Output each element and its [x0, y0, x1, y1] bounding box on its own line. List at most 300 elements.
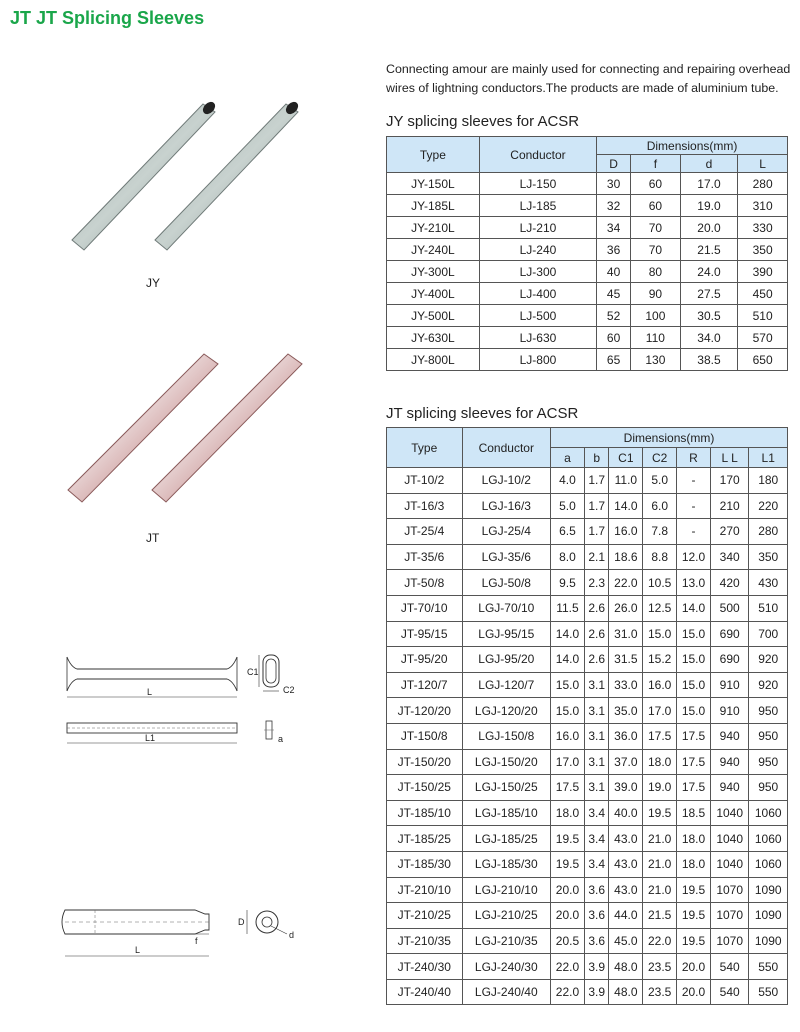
table-cell: 12.0: [677, 544, 711, 570]
table-cell: LGJ-185/30: [462, 851, 551, 877]
table-cell: 21.5: [680, 239, 738, 261]
table-cell: 3.6: [584, 877, 609, 903]
table-cell: 310: [738, 195, 788, 217]
table-cell: JY-800L: [387, 349, 480, 371]
table-row: [387, 173, 788, 195]
table-cell: 19.5: [551, 851, 585, 877]
table-cell: LJ-150: [479, 173, 596, 195]
table-cell: 550: [749, 954, 788, 980]
jy-header-col: d: [680, 155, 738, 173]
table-cell: LGJ-150/25: [462, 775, 551, 801]
drawing-l1-label: L1: [145, 733, 156, 743]
table-cell: 1070: [710, 903, 748, 929]
jt-dimension-drawing: [55, 645, 315, 755]
table-cell: 1090: [749, 877, 788, 903]
table-cell: 14.0: [551, 647, 585, 673]
drawing-c2-label: C2: [283, 685, 295, 695]
table-cell: 14.0: [677, 595, 711, 621]
table-cell: 45.0: [609, 928, 643, 954]
table-cell: 330: [738, 217, 788, 239]
table-cell: 70: [631, 239, 681, 261]
table-cell: JT-120/7: [387, 672, 463, 698]
table-cell: 700: [749, 621, 788, 647]
jt-header-col: L1: [749, 448, 788, 468]
table-cell: 1.7: [584, 493, 609, 519]
table-row: [387, 519, 788, 545]
drawing-l-label: L: [147, 687, 153, 697]
table-cell: 19.5: [677, 903, 711, 929]
table-cell: 450: [738, 283, 788, 305]
table-cell: 20.0: [677, 979, 711, 1005]
table-cell: JT-70/10: [387, 595, 463, 621]
table-cell: 60: [597, 327, 631, 349]
table-cell: 1090: [749, 928, 788, 954]
table-cell: LGJ-16/3: [462, 493, 551, 519]
jt-header-col: C2: [643, 448, 677, 468]
table-row: [387, 283, 788, 305]
table-cell: LGJ-240/40: [462, 979, 551, 1005]
table-cell: JT-120/20: [387, 698, 463, 724]
table-cell: 18.6: [609, 544, 643, 570]
table-cell: 15.0: [551, 698, 585, 724]
table-row: [387, 195, 788, 217]
table-cell: 16.0: [643, 672, 677, 698]
table-cell: 48.0: [609, 954, 643, 980]
table-cell: LGJ-120/7: [462, 672, 551, 698]
drawing-d-lower-label: d: [289, 930, 295, 940]
jy-dimension-drawing: [55, 900, 315, 970]
table-cell: JT-210/25: [387, 903, 463, 929]
table-cell: 90: [631, 283, 681, 305]
table-cell: 3.4: [584, 826, 609, 852]
table-cell: 270: [710, 519, 748, 545]
table-cell: 350: [749, 544, 788, 570]
table-cell: 7.8: [643, 519, 677, 545]
table-cell: 2.6: [584, 595, 609, 621]
table-cell: 70: [631, 217, 681, 239]
table-cell: JT-150/20: [387, 749, 463, 775]
table-cell: 22.0: [643, 928, 677, 954]
table-cell: LJ-185: [479, 195, 596, 217]
table-cell: 38.5: [680, 349, 738, 371]
table-row: [387, 851, 788, 877]
jt-header-col: b: [584, 448, 609, 468]
table-cell: 15.0: [677, 698, 711, 724]
table-cell: 18.0: [643, 749, 677, 775]
table-cell: 510: [738, 305, 788, 327]
table-cell: 910: [710, 672, 748, 698]
jy-section-title: JY splicing sleeves for ACSR: [386, 113, 580, 130]
table-cell: LGJ-150/8: [462, 723, 551, 749]
table-cell: 5.0: [643, 468, 677, 494]
jy-header-col: D: [597, 155, 631, 173]
table-cell: 17.5: [677, 775, 711, 801]
table-cell: 1070: [710, 877, 748, 903]
table-cell: 940: [710, 749, 748, 775]
table-cell: 31.0: [609, 621, 643, 647]
table-cell: 210: [710, 493, 748, 519]
table-cell: 5.0: [551, 493, 585, 519]
table-cell: 21.0: [643, 877, 677, 903]
jy-header-type: Type: [387, 137, 480, 173]
table-cell: 420: [710, 570, 748, 596]
table-cell: 15.0: [551, 672, 585, 698]
table-cell: JT-240/40: [387, 979, 463, 1005]
table-cell: 33.0: [609, 672, 643, 698]
table-cell: 30: [597, 173, 631, 195]
table-row: [387, 979, 788, 1005]
drawing-jy-l-label: L: [135, 945, 141, 955]
table-cell: LGJ-210/10: [462, 877, 551, 903]
table-cell: JY-500L: [387, 305, 480, 327]
table-cell: LGJ-240/30: [462, 954, 551, 980]
table-cell: 31.5: [609, 647, 643, 673]
table-cell: JT-25/4: [387, 519, 463, 545]
table-row: [387, 672, 788, 698]
table-cell: LGJ-10/2: [462, 468, 551, 494]
table-cell: 22.0: [551, 954, 585, 980]
table-cell: 3.1: [584, 723, 609, 749]
table-cell: 180: [749, 468, 788, 494]
table-cell: 510: [749, 595, 788, 621]
table-cell: 19.5: [677, 877, 711, 903]
table-cell: 1060: [749, 800, 788, 826]
table-cell: 17.5: [677, 749, 711, 775]
jt-header-col: L L: [710, 448, 748, 468]
jt-header-type: Type: [387, 428, 463, 468]
table-cell: 4.0: [551, 468, 585, 494]
table-row: [387, 877, 788, 903]
table-cell: 20.0: [677, 954, 711, 980]
table-cell: 11.5: [551, 595, 585, 621]
table-cell: 390: [738, 261, 788, 283]
table-cell: 170: [710, 468, 748, 494]
table-cell: 37.0: [609, 749, 643, 775]
table-cell: 550: [749, 979, 788, 1005]
table-cell: 12.5: [643, 595, 677, 621]
table-cell: 26.0: [609, 595, 643, 621]
table-cell: 19.0: [680, 195, 738, 217]
table-cell: JT-35/6: [387, 544, 463, 570]
jy-sleeve-photo: [60, 100, 320, 260]
table-cell: 39.0: [609, 775, 643, 801]
jy-header-col: L: [738, 155, 788, 173]
table-cell: 11.0: [609, 468, 643, 494]
table-cell: 30.5: [680, 305, 738, 327]
table-cell: 6.0: [643, 493, 677, 519]
table-cell: 1.7: [584, 468, 609, 494]
table-row: [387, 305, 788, 327]
table-cell: 280: [738, 173, 788, 195]
jt-sleeve-photo: [60, 350, 320, 510]
drawing-c1-label: C1: [247, 667, 259, 677]
table-cell: 10.5: [643, 570, 677, 596]
table-cell: 52: [597, 305, 631, 327]
table-cell: 48.0: [609, 979, 643, 1005]
table-cell: LGJ-95/20: [462, 647, 551, 673]
table-cell: JT-240/30: [387, 954, 463, 980]
table-cell: 6.5: [551, 519, 585, 545]
table-cell: LGJ-50/8: [462, 570, 551, 596]
table-row: [387, 723, 788, 749]
intro-text: Connecting amour are mainly used for connecting and repairing overhead wires of lightning conductors.The products are made of aluminium tube.: [386, 62, 791, 95]
table-cell: 60: [631, 195, 681, 217]
table-cell: JT-185/25: [387, 826, 463, 852]
table-cell: 21.5: [643, 903, 677, 929]
table-cell: LGJ-95/15: [462, 621, 551, 647]
table-cell: JT-150/25: [387, 775, 463, 801]
table-cell: JY-400L: [387, 283, 480, 305]
table-cell: 1040: [710, 851, 748, 877]
table-cell: 920: [749, 672, 788, 698]
table-cell: 3.6: [584, 928, 609, 954]
table-cell: 350: [738, 239, 788, 261]
table-cell: 17.5: [551, 775, 585, 801]
table-cell: 60: [631, 173, 681, 195]
table-cell: 540: [710, 954, 748, 980]
table-cell: 23.5: [643, 979, 677, 1005]
table-cell: LGJ-185/10: [462, 800, 551, 826]
table-cell: 32: [597, 195, 631, 217]
table-cell: 44.0: [609, 903, 643, 929]
table-cell: LJ-630: [479, 327, 596, 349]
table-cell: 22.0: [609, 570, 643, 596]
table-cell: LGJ-35/6: [462, 544, 551, 570]
table-cell: 950: [749, 775, 788, 801]
table-cell: LJ-210: [479, 217, 596, 239]
table-cell: 80: [631, 261, 681, 283]
table-cell: LGJ-185/25: [462, 826, 551, 852]
jt-header-dimensions: Dimensions(mm): [551, 428, 788, 448]
table-cell: 3.1: [584, 749, 609, 775]
table-row: [387, 800, 788, 826]
table-cell: 35.0: [609, 698, 643, 724]
table-cell: 3.4: [584, 800, 609, 826]
table-cell: 540: [710, 979, 748, 1005]
table-cell: 950: [749, 723, 788, 749]
table-cell: LGJ-70/10: [462, 595, 551, 621]
table-cell: 940: [710, 723, 748, 749]
table-cell: 340: [710, 544, 748, 570]
table-cell: 18.0: [551, 800, 585, 826]
table-cell: 1.7: [584, 519, 609, 545]
table-cell: 22.0: [551, 979, 585, 1005]
table-cell: 20.0: [551, 903, 585, 929]
table-cell: 500: [710, 595, 748, 621]
table-row: [387, 698, 788, 724]
table-cell: 2.3: [584, 570, 609, 596]
jt-header-col: C1: [609, 448, 643, 468]
table-cell: 3.6: [584, 903, 609, 929]
table-cell: 23.5: [643, 954, 677, 980]
table-row: [387, 647, 788, 673]
table-cell: 910: [710, 698, 748, 724]
table-row: [387, 826, 788, 852]
table-cell: 920: [749, 647, 788, 673]
table-cell: JY-300L: [387, 261, 480, 283]
table-cell: 19.5: [551, 826, 585, 852]
table-cell: 3.9: [584, 954, 609, 980]
table-cell: -: [677, 493, 711, 519]
table-cell: 3.9: [584, 979, 609, 1005]
table-cell: 8.8: [643, 544, 677, 570]
table-row: [387, 468, 788, 494]
table-cell: 15.2: [643, 647, 677, 673]
table-cell: 19.5: [677, 928, 711, 954]
drawing-d-upper-label: D: [238, 917, 245, 927]
table-cell: 110: [631, 327, 681, 349]
table-cell: 40: [597, 261, 631, 283]
table-cell: 13.0: [677, 570, 711, 596]
table-cell: 15.0: [677, 621, 711, 647]
jy-header-conductor: Conductor: [479, 137, 596, 173]
table-cell: 130: [631, 349, 681, 371]
table-cell: 19.5: [643, 800, 677, 826]
table-cell: LGJ-120/20: [462, 698, 551, 724]
table-cell: 690: [710, 621, 748, 647]
table-row: [387, 954, 788, 980]
table-cell: LJ-800: [479, 349, 596, 371]
table-cell: 15.0: [677, 647, 711, 673]
table-cell: JT-150/8: [387, 723, 463, 749]
table-cell: -: [677, 468, 711, 494]
table-cell: 18.0: [677, 851, 711, 877]
table-cell: 14.0: [609, 493, 643, 519]
table-cell: JT-95/20: [387, 647, 463, 673]
table-cell: 45: [597, 283, 631, 305]
table-cell: 1040: [710, 826, 748, 852]
page-title: JT JT Splicing Sleeves: [10, 8, 205, 28]
table-cell: 950: [749, 698, 788, 724]
table-cell: LJ-240: [479, 239, 596, 261]
table-cell: LGJ-25/4: [462, 519, 551, 545]
table-cell: LJ-500: [479, 305, 596, 327]
table-cell: 1040: [710, 800, 748, 826]
table-cell: 18.5: [677, 800, 711, 826]
table-cell: 16.0: [551, 723, 585, 749]
table-cell: 34.0: [680, 327, 738, 349]
table-cell: 690: [710, 647, 748, 673]
table-cell: 950: [749, 749, 788, 775]
table-cell: 1090: [749, 903, 788, 929]
table-row: [387, 749, 788, 775]
table-cell: JY-240L: [387, 239, 480, 261]
table-cell: 3.1: [584, 672, 609, 698]
table-row: [387, 349, 788, 371]
table-cell: 15.0: [643, 621, 677, 647]
table-row: [387, 903, 788, 929]
table-cell: 650: [738, 349, 788, 371]
table-cell: JT-185/10: [387, 800, 463, 826]
table-cell: 1060: [749, 826, 788, 852]
table-cell: JT-210/10: [387, 877, 463, 903]
table-row: [387, 261, 788, 283]
table-cell: 43.0: [609, 851, 643, 877]
table-cell: 36: [597, 239, 631, 261]
table-cell: LJ-300: [479, 261, 596, 283]
table-cell: 3.1: [584, 698, 609, 724]
jt-header-conductor: Conductor: [462, 428, 551, 468]
table-cell: 430: [749, 570, 788, 596]
table-cell: 2.1: [584, 544, 609, 570]
jt-section-title: JT splicing sleeves for ACSR: [386, 405, 579, 422]
table-cell: JY-150L: [387, 173, 480, 195]
table-cell: 2.6: [584, 647, 609, 673]
table-cell: JY-185L: [387, 195, 480, 217]
table-cell: JT-50/8: [387, 570, 463, 596]
table-cell: 36.0: [609, 723, 643, 749]
table-cell: 34: [597, 217, 631, 239]
jy-image-label: JY: [146, 276, 161, 290]
table-cell: 1060: [749, 851, 788, 877]
table-cell: 18.0: [677, 826, 711, 852]
jy-table: [386, 136, 788, 371]
table-cell: 40.0: [609, 800, 643, 826]
table-cell: 17.5: [643, 723, 677, 749]
drawing-f-label: f: [195, 936, 198, 946]
table-cell: 20.5: [551, 928, 585, 954]
table-cell: 43.0: [609, 877, 643, 903]
table-cell: 24.0: [680, 261, 738, 283]
jt-table: [386, 427, 788, 1005]
table-cell: 17.5: [677, 723, 711, 749]
jy-header-col: f: [631, 155, 681, 173]
table-cell: LGJ-210/25: [462, 903, 551, 929]
table-cell: -: [677, 519, 711, 545]
table-cell: 8.0: [551, 544, 585, 570]
jt-image-label: JT: [146, 531, 160, 545]
table-cell: 570: [738, 327, 788, 349]
table-cell: 940: [710, 775, 748, 801]
table-cell: LGJ-150/20: [462, 749, 551, 775]
table-cell: JY-630L: [387, 327, 480, 349]
table-row: [387, 493, 788, 519]
table-row: [387, 621, 788, 647]
table-cell: 20.0: [551, 877, 585, 903]
table-row: [387, 217, 788, 239]
table-cell: 280: [749, 519, 788, 545]
jt-header-col: a: [551, 448, 585, 468]
table-row: [387, 570, 788, 596]
jy-header-dimensions: Dimensions(mm): [597, 137, 788, 155]
table-cell: 2.6: [584, 621, 609, 647]
table-row: [387, 327, 788, 349]
table-cell: 21.0: [643, 851, 677, 877]
table-cell: 3.4: [584, 851, 609, 877]
table-cell: 15.0: [677, 672, 711, 698]
jt-header-col: R: [677, 448, 711, 468]
table-cell: JT-95/15: [387, 621, 463, 647]
table-row: [387, 928, 788, 954]
table-cell: 21.0: [643, 826, 677, 852]
table-row: [387, 544, 788, 570]
table-cell: 20.0: [680, 217, 738, 239]
table-cell: 220: [749, 493, 788, 519]
table-row: [387, 239, 788, 261]
table-cell: 100: [631, 305, 681, 327]
table-cell: 65: [597, 349, 631, 371]
table-cell: 17.0: [680, 173, 738, 195]
table-cell: 17.0: [551, 749, 585, 775]
table-cell: 1070: [710, 928, 748, 954]
table-cell: LGJ-210/35: [462, 928, 551, 954]
table-cell: JT-16/3: [387, 493, 463, 519]
table-cell: 43.0: [609, 826, 643, 852]
table-row: [387, 595, 788, 621]
table-cell: JT-185/30: [387, 851, 463, 877]
drawing-a-label: a: [278, 734, 284, 744]
table-cell: JT-210/35: [387, 928, 463, 954]
